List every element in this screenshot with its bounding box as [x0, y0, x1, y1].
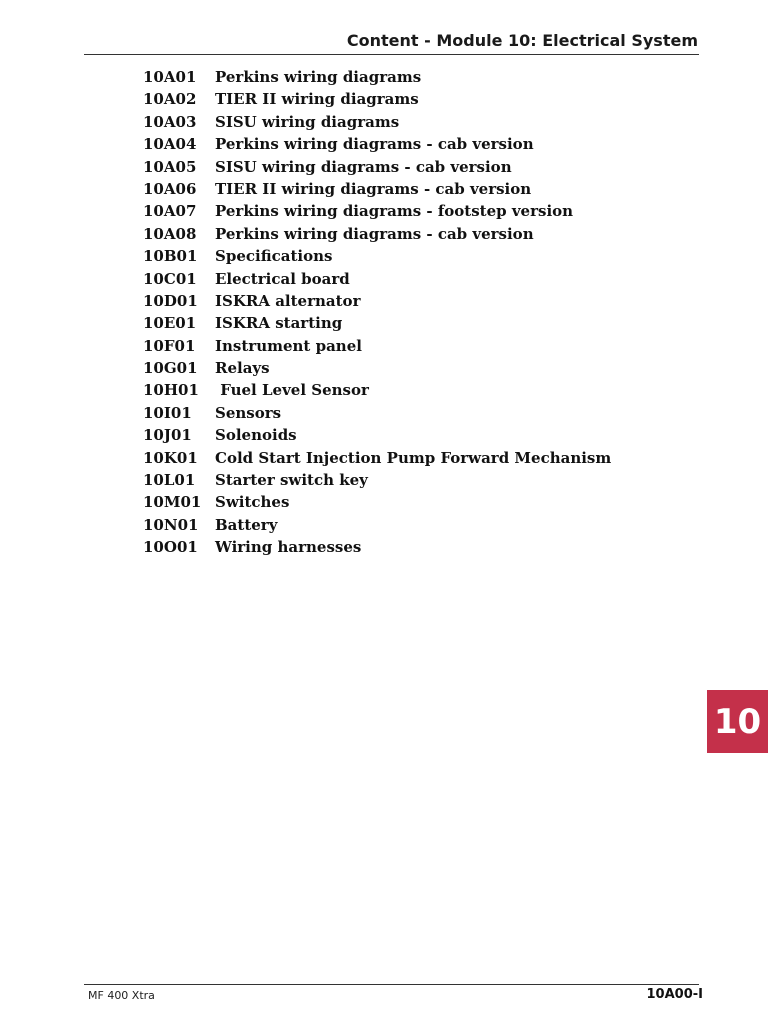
toc-entry — [143, 424, 611, 446]
table-of-contents — [143, 66, 611, 559]
toc-entry-code: 10A04 — [143, 135, 197, 154]
toc-entry-code: 10J01 — [143, 426, 192, 445]
toc-entry — [143, 268, 611, 290]
toc-entry-code: 10A06 — [143, 179, 197, 198]
toc-entry-code: 10B01 — [143, 247, 198, 266]
module-tab-label: 10 — [713, 701, 762, 742]
toc-entry — [143, 335, 611, 357]
page-title: Content - Module 10: Electrical System — [346, 31, 698, 50]
module-tab — [707, 690, 768, 753]
footer-page-code: 10A00-I — [646, 987, 703, 1002]
toc-entry — [143, 290, 611, 312]
toc-entry — [143, 402, 611, 424]
header-divider — [84, 54, 699, 55]
toc-entry-title: Cold Start Injection Pump Forward Mechanism — [215, 448, 612, 467]
toc-entry-code: 10G01 — [143, 359, 198, 378]
toc-entry — [143, 88, 611, 110]
toc-entry — [143, 245, 611, 267]
toc-entry-title: ISKRA starting — [215, 314, 343, 333]
toc-entry — [143, 469, 611, 491]
toc-entry — [143, 379, 611, 401]
footer-product-name: MF 400 Xtra — [88, 989, 155, 1002]
toc-entry-code: 10D01 — [143, 291, 198, 310]
toc-entry-code: 10N01 — [143, 515, 199, 534]
toc-entry-title: SISU wiring diagrams - cab version — [215, 157, 512, 176]
toc-entry-code: 10E01 — [143, 314, 197, 333]
toc-entry-title: Perkins wiring diagrams - footstep version — [215, 202, 574, 221]
toc-entry-title: Wiring harnesses — [215, 538, 362, 557]
toc-entry-code: 10F01 — [143, 336, 196, 355]
toc-entry — [143, 491, 611, 513]
toc-entry-title: Electrical board — [215, 269, 350, 288]
toc-entry — [143, 514, 611, 536]
toc-entry — [143, 536, 611, 558]
toc-entry-title: Relays — [215, 359, 270, 378]
toc-entry-code: 10A07 — [143, 202, 197, 221]
toc-entry-title: Sensors — [215, 403, 282, 422]
toc-entry — [143, 156, 611, 178]
toc-entry — [143, 447, 611, 469]
toc-entry — [143, 111, 611, 133]
toc-entry-code: 10A05 — [143, 157, 197, 176]
toc-entry-code: 10A01 — [143, 68, 197, 86]
toc-entry-title: Perkins wiring diagrams - cab version — [215, 135, 534, 154]
toc-entry-title: ISKRA alternator — [215, 291, 361, 310]
toc-entry-code: 10H01 — [143, 381, 199, 400]
toc-entry-title: Instrument panel — [215, 336, 362, 355]
toc-entry-title: TIER II wiring diagrams - cab version — [215, 179, 532, 198]
toc-entry-code: 10C01 — [143, 269, 197, 288]
toc-entry-title: Perkins wiring diagrams — [215, 68, 422, 86]
toc-entry-code: 10A02 — [143, 90, 197, 109]
toc-entry-title: Specifications — [215, 247, 333, 266]
toc-entry — [143, 223, 611, 245]
toc-entry-code: 10L01 — [143, 471, 196, 490]
toc-entry-title: Battery — [215, 515, 278, 534]
toc-entry-code: 10I01 — [143, 403, 192, 422]
toc-entry-code: 10K01 — [143, 448, 198, 467]
toc-entry-title: SISU wiring diagrams — [215, 112, 400, 131]
footer-divider — [84, 984, 699, 985]
toc-entry — [143, 178, 611, 200]
toc-entry-title: TIER II wiring diagrams — [215, 90, 419, 109]
toc-entry-code: 10O01 — [143, 538, 198, 557]
toc-entry-title: Solenoids — [215, 426, 297, 445]
toc-entry — [143, 66, 611, 88]
toc-entry-title: Fuel Level Sensor — [215, 381, 369, 400]
toc-entry — [143, 133, 611, 155]
toc-entry-title: Starter switch key — [215, 471, 368, 490]
toc-entry-title: Switches — [215, 493, 290, 512]
toc-entry-code: 10M01 — [143, 493, 202, 512]
toc-entry — [143, 312, 611, 334]
toc-entry-code: 10A03 — [143, 112, 197, 131]
toc-entry — [143, 200, 611, 222]
toc-entry-title: Perkins wiring diagrams - cab version — [215, 224, 534, 243]
toc-entry — [143, 357, 611, 379]
toc-entry-code: 10A08 — [143, 224, 197, 243]
